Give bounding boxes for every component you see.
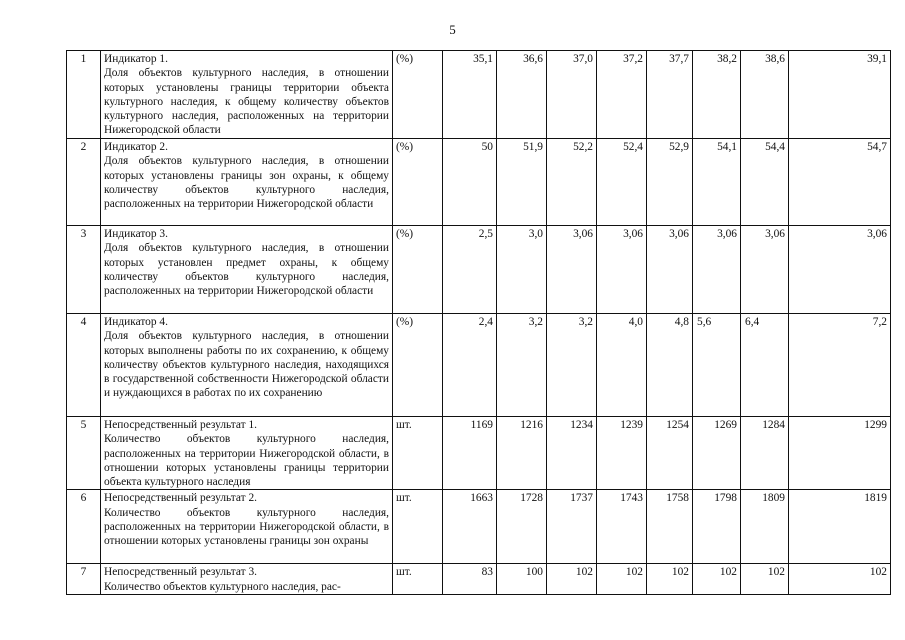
indicator-description: Доля объектов культурного наследия, в отношении которых установлен предмет охраны, к общему количеству объектов культурного наследия, расположенных на территории Нижегородской области xyxy=(104,242,389,298)
value-cell: 52,9 xyxy=(647,139,693,226)
value-cell: 83 xyxy=(443,564,497,595)
value-cell: 1254 xyxy=(647,417,693,490)
value-cell: 102 xyxy=(597,564,647,595)
indicator-title: Индикатор 2. xyxy=(104,141,168,153)
value-cell: 102 xyxy=(693,564,741,595)
value-cell: 2,5 xyxy=(443,226,497,314)
indicator-description: Доля объектов культурного наследия, в отношении которых установлены границы территории объекта культурного наследия, к общему количеству объектов культурного наследия, расположенных на территории Нижегородской области xyxy=(104,67,389,137)
row-number-cell: 3 xyxy=(67,226,101,314)
table-row xyxy=(67,226,891,314)
row-number-cell: 5 xyxy=(67,417,101,490)
value-cell: 3,06 xyxy=(547,226,597,314)
value-cell: 37,7 xyxy=(647,51,693,139)
value-cell: 5,6 xyxy=(693,314,741,417)
value-cell: 3,06 xyxy=(693,226,741,314)
value-cell: 3,2 xyxy=(547,314,597,417)
value-cell: 3,2 xyxy=(497,314,547,417)
value-cell: 6,4 xyxy=(741,314,789,417)
unit-cell: (%) xyxy=(393,314,443,417)
value-cell: 54,1 xyxy=(693,139,741,226)
indicator-description: Количество объектов культурного наследия, расположенных на территории Нижегородской области, в отношении которых установлены границы зон охраны xyxy=(104,506,389,548)
table-row xyxy=(67,490,891,564)
value-cell: 3,06 xyxy=(597,226,647,314)
value-cell: 1169 xyxy=(443,417,497,490)
value-cell: 1284 xyxy=(741,417,789,490)
description-cell xyxy=(101,314,393,417)
value-cell: 1743 xyxy=(597,490,647,564)
value-cell: 36,6 xyxy=(497,51,547,139)
unit-cell: шт. xyxy=(393,417,443,490)
value-cell: 1663 xyxy=(443,490,497,564)
unit-cell: (%) xyxy=(393,51,443,139)
table-row xyxy=(67,51,891,139)
description-cell xyxy=(101,490,393,564)
unit-cell: (%) xyxy=(393,139,443,226)
value-cell: 102 xyxy=(789,564,891,595)
value-cell: 38,2 xyxy=(693,51,741,139)
value-cell: 52,4 xyxy=(597,139,647,226)
table-row xyxy=(67,564,891,595)
value-cell: 54,4 xyxy=(741,139,789,226)
row-number-cell: 6 xyxy=(67,490,101,564)
value-cell: 1758 xyxy=(647,490,693,564)
unit-cell: шт. xyxy=(393,564,443,595)
value-cell: 39,1 xyxy=(789,51,891,139)
indicator-title: Непосредственный результат 3. xyxy=(104,566,258,579)
indicator-title: Непосредственный результат 1. xyxy=(104,419,258,431)
page-number: 5 xyxy=(449,22,456,37)
row-number-cell: 7 xyxy=(67,564,101,595)
table-row xyxy=(67,139,891,226)
value-cell: 37,2 xyxy=(597,51,647,139)
row-number-cell: 4 xyxy=(67,314,101,417)
value-cell: 38,6 xyxy=(741,51,789,139)
value-cell: 3,0 xyxy=(497,226,547,314)
value-cell: 4,8 xyxy=(647,314,693,417)
unit-cell: (%) xyxy=(393,226,443,314)
description-cell xyxy=(101,51,393,139)
value-cell: 1239 xyxy=(597,417,647,490)
value-cell: 35,1 xyxy=(443,51,497,139)
indicator-description: Доля объектов культурного наследия, в отношении которых установлены границы зон охраны, к общему количеству объектов культурного наследия, расположенных на территории Нижегородской области xyxy=(104,155,389,211)
value-cell: 1269 xyxy=(693,417,741,490)
value-cell: 1728 xyxy=(497,490,547,564)
value-cell: 1798 xyxy=(693,490,741,564)
table-body xyxy=(67,51,891,595)
table-row xyxy=(67,314,891,417)
value-cell: 37,0 xyxy=(547,51,597,139)
value-cell: 1299 xyxy=(789,417,891,490)
table-row xyxy=(67,417,891,490)
value-cell: 7,2 xyxy=(789,314,891,417)
value-cell: 1819 xyxy=(789,490,891,564)
value-cell: 1809 xyxy=(741,490,789,564)
value-cell: 1737 xyxy=(547,490,597,564)
value-cell: 1234 xyxy=(547,417,597,490)
indicator-title: Индикатор 4. xyxy=(104,316,168,328)
value-cell: 52,2 xyxy=(547,139,597,226)
value-cell: 54,7 xyxy=(789,139,891,226)
indicator-description: Количество объектов культурного наследия, рас- xyxy=(104,580,341,593)
value-cell: 4,0 xyxy=(597,314,647,417)
value-cell: 1216 xyxy=(497,417,547,490)
description-cell xyxy=(101,417,393,490)
description-cell xyxy=(101,226,393,314)
row-number-cell: 2 xyxy=(67,139,101,226)
value-cell: 102 xyxy=(647,564,693,595)
value-cell: 100 xyxy=(497,564,547,595)
description-cell xyxy=(101,139,393,226)
value-cell: 3,06 xyxy=(647,226,693,314)
value-cell: 3,06 xyxy=(741,226,789,314)
value-cell: 3,06 xyxy=(789,226,891,314)
indicator-title: Индикатор 3. xyxy=(104,228,168,240)
row-number-cell: 1 xyxy=(67,51,101,139)
unit-cell: шт. xyxy=(393,490,443,564)
indicator-title: Индикатор 1. xyxy=(104,53,168,65)
value-cell: 50 xyxy=(443,139,497,226)
value-cell: 51,9 xyxy=(497,139,547,226)
indicator-title: Непосредственный результат 2. xyxy=(104,492,258,505)
indicator-description: Доля объектов культурного наследия, в отношении которых выполнены работы по их сохранению, к общему количеству объектов культурного наследия, находящихся в государственной собственности Нижегородской области и нуждающихся в работах по их сохранению xyxy=(104,330,389,400)
value-cell: 2,4 xyxy=(443,314,497,417)
indicator-table xyxy=(66,50,891,595)
indicator-description: Количество объектов культурного наследия, расположенных на территории Нижегородской области, в отношении которых установлены границы территории объекта культурного наследия xyxy=(104,433,389,489)
description-cell xyxy=(101,564,393,595)
value-cell: 102 xyxy=(547,564,597,595)
value-cell: 102 xyxy=(741,564,789,595)
